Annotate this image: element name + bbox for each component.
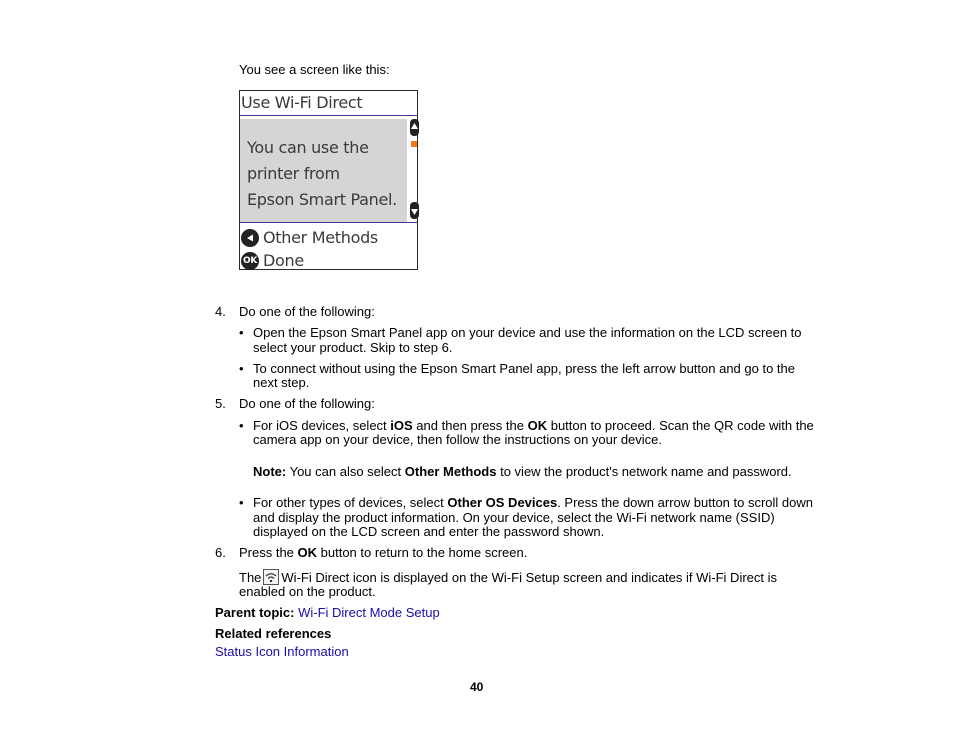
- step-number: 6.: [215, 545, 226, 560]
- note-text: Note: You can also select Other Methods to view the product's network name and password.: [253, 464, 792, 479]
- bullet: •: [239, 361, 244, 376]
- step-followup-text: enabled on the product.: [239, 584, 376, 599]
- bullet-text: For other types of devices, select Other OS Devices. Press the down arrow button to scroll down: [253, 495, 813, 510]
- lcd-message-line: Epson Smart Panel.: [247, 190, 397, 209]
- lcd-divider-bottom: [240, 222, 417, 223]
- step-number: 4.: [215, 304, 226, 319]
- parent-topic-label: Parent topic:: [215, 605, 295, 620]
- bullet: •: [239, 495, 244, 510]
- bullet-text: For iOS devices, select iOS and then press the OK button to proceed. Scan the QR code with the: [253, 418, 814, 433]
- bullet-text: camera app on your device, then follow the instructions on your device.: [253, 432, 663, 447]
- step-text: Do one of the following:: [239, 396, 375, 411]
- scroll-position-marker: [411, 141, 417, 147]
- bullet-text: Open the Epson Smart Panel app on your device and use the information on the LCD screen to: [253, 325, 802, 340]
- step-text: Press the OK button to return to the home screen.: [239, 545, 528, 560]
- status-icon-information-link[interactable]: Status Icon Information: [215, 644, 349, 659]
- page-number: 40: [470, 680, 484, 694]
- bullet-text: displayed on the LCD screen and enter the password shown.: [253, 524, 605, 539]
- wifi-direct-icon: [263, 569, 279, 585]
- related-references-heading: Related references: [215, 626, 332, 641]
- step-number: 5.: [215, 396, 226, 411]
- lcd-divider-top: [240, 115, 417, 116]
- lcd-option-other-methods: [241, 228, 378, 247]
- scroll-down-icon: [410, 202, 419, 219]
- step-followup-text: The Wi-Fi Direct icon is displayed on the Wi-Fi Setup screen and indicates if Wi-Fi Direct is: [239, 570, 777, 585]
- bullet-text: select your product. Skip to step 6.: [253, 340, 453, 355]
- lcd-screen-illustration: [239, 90, 418, 270]
- parent-topic-link[interactable]: Wi-Fi Direct Mode Setup: [298, 605, 440, 620]
- lcd-option-done: [241, 251, 304, 270]
- lcd-option-label: Other Methods: [263, 228, 378, 247]
- lcd-message-panel: [240, 119, 407, 222]
- lcd-title: Use Wi-Fi Direct: [241, 93, 363, 112]
- intro-text: You see a screen like this:: [239, 62, 390, 77]
- ok-button-icon: OK: [241, 252, 259, 270]
- parent-topic: [215, 605, 440, 620]
- bullet: •: [239, 418, 244, 433]
- left-arrow-button-icon: [241, 229, 259, 247]
- lcd-option-label: Done: [263, 251, 304, 270]
- bullet: •: [239, 325, 244, 340]
- step-text: Do one of the following:: [239, 304, 375, 319]
- bullet-text: next step.: [253, 375, 310, 390]
- bullet-text: and display the product information. On your device, select the Wi-Fi network name (SSID): [253, 510, 775, 525]
- lcd-message-line: printer from: [247, 164, 340, 183]
- lcd-message-line: You can use the: [247, 138, 369, 157]
- bullet-text: To connect without using the Epson Smart Panel app, press the left arrow button and go to the: [253, 361, 796, 376]
- lcd-message: [247, 135, 397, 213]
- scroll-up-icon: [410, 119, 419, 136]
